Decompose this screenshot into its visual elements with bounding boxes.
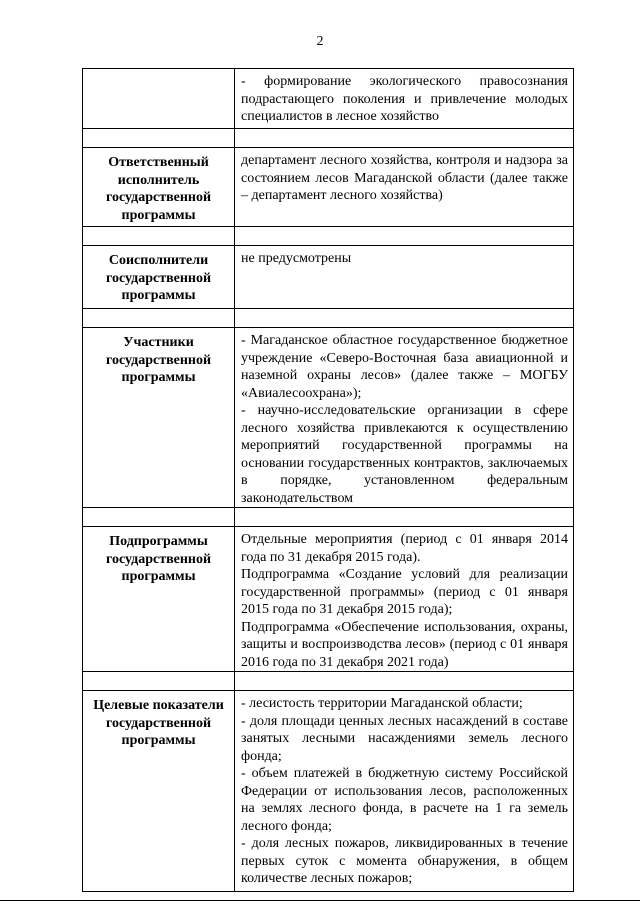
row-value-participants	[235, 328, 574, 508]
table-row-responsible-executor	[83, 148, 574, 227]
table-row-ecology-goal	[83, 69, 574, 129]
row-value-ecology-goal	[235, 69, 574, 129]
subprogram-paragraph: Подпрограмма «Создание условий для реализации государственной программы» (период с 01 января 2015 года по 31 декабря 2015 года);	[241, 567, 568, 617]
page-number: 2	[316, 34, 324, 49]
table-row-co-executors	[83, 246, 574, 309]
responsible-executor-text: департамент лесного хозяйства, контроля и надзора за состоянием лесов Магаданской области (далее также – департамент лесного хозяйства)	[241, 153, 568, 203]
table-row-target-indicators	[83, 691, 574, 892]
row-label-empty	[83, 69, 235, 129]
table-gap-row	[83, 508, 574, 527]
indicator-paragraph: - объем платежей в бюджетную систему Российской Федерации от использования лесов, расположенных на землях лесного фонда, в расчете на 1 га земель лесного фонда;	[241, 766, 568, 834]
row-label-participants: Участники государственной программы	[83, 328, 235, 508]
table-gap-row	[83, 672, 574, 691]
table-gap-row	[83, 129, 574, 148]
subprogram-paragraph: Отдельные мероприятия (период с 01 января 2014 года по 31 декабря 2015 года).	[241, 532, 568, 565]
goal-paragraph: - формирование экологического правосознания подрастающего поколения и привлечение молодых специалистов в лесное хозяйство	[241, 74, 568, 124]
participant-paragraph: - Магаданское областное государственное бюджетное учреждение «Северо-Восточная база авиационной и наземной охраны лесов» (далее также – МОГБУ «Авиалесоохрана»);	[241, 333, 568, 401]
indicator-paragraph: - доля лесных пожаров, ликвидированных в течение первых суток с момента обнаружения, в общем количестве лесных пожаров;	[241, 836, 568, 886]
co-executors-text: не предусмотрены	[241, 251, 352, 266]
table-row-subprograms	[83, 527, 574, 672]
indicator-paragraph: - лесистость территории Магаданской области;	[241, 696, 523, 711]
row-value-co-executors	[235, 246, 574, 309]
program-passport-table	[82, 68, 574, 892]
row-value-responsible-executor	[235, 148, 574, 227]
table-gap-row	[83, 309, 574, 328]
table-gap-row	[83, 227, 574, 246]
table-row-participants	[83, 328, 574, 508]
row-value-subprograms	[235, 527, 574, 672]
row-value-target-indicators	[235, 691, 574, 892]
subprogram-paragraph: Подпрограмма «Обеспечение использования, охраны, защиты и воспроизводства лесов» (период с 01 января 2016 года по 31 декабря 2021 года)	[241, 619, 568, 670]
row-label-co-executors: Соисполнители государственной программы	[83, 246, 235, 309]
row-label-responsible-executor: Ответственный исполнитель государственной программы	[83, 148, 235, 227]
row-label-target-indicators: Целевые показатели государственной программы	[83, 691, 235, 892]
page-bottom-divider	[0, 900, 640, 901]
row-label-subprograms: Подпрограммы государственной программы	[83, 527, 235, 672]
indicator-paragraph: - доля площади ценных лесных насаждений в составе занятых лесными насаждениями земель лесного фонда;	[241, 713, 568, 764]
participant-paragraph: - научно-исследовательские организации в сфере лесного хозяйства привлекаются к осуществлению мероприятий государственной программы на основании государственных контрактов, заключаемых в порядке, установленном федеральным законодательством	[241, 403, 568, 506]
